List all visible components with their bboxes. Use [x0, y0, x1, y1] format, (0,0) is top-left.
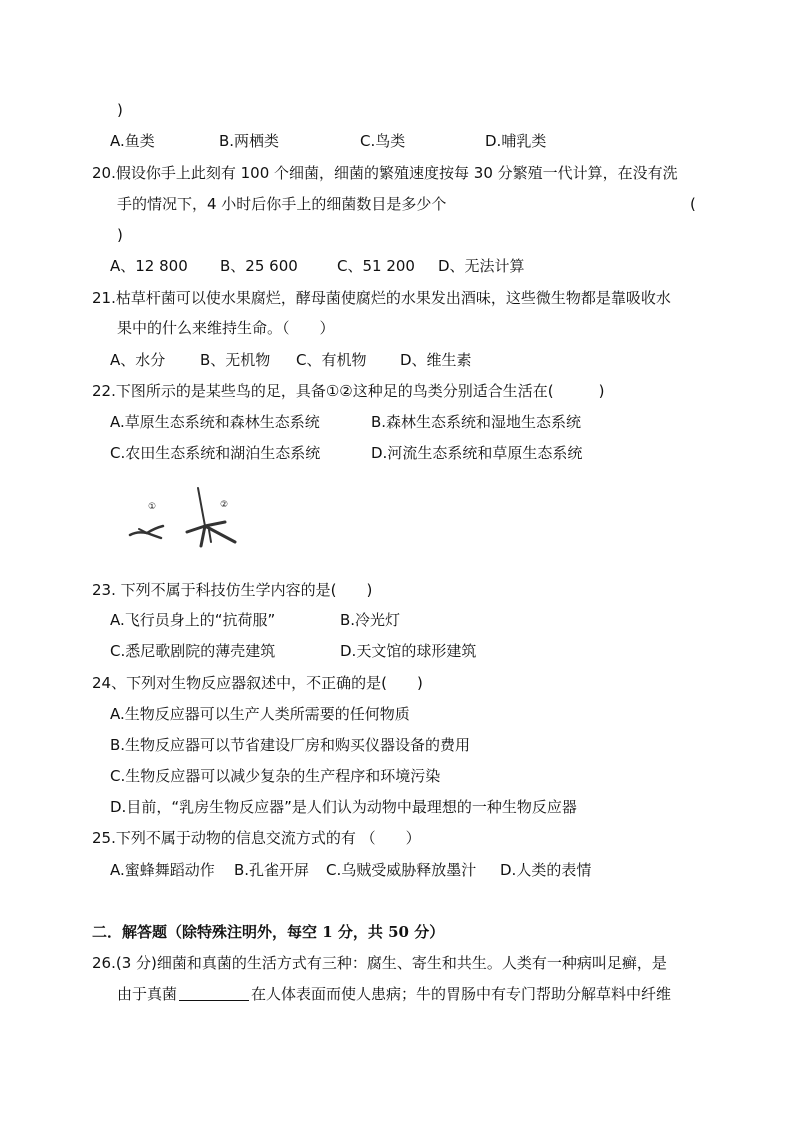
q23-stem: 23. 下列不属于科技仿生学内容的是( )	[92, 581, 373, 599]
q26-answer-blank[interactable]	[179, 984, 249, 1001]
q24-option-a: A.生物反应器可以生产人类所需要的任何物质	[110, 705, 410, 723]
figure-label-2: ②	[220, 500, 229, 510]
q19-option-d: D.哺乳类	[485, 132, 547, 150]
q20-stem-line1: 20.假设你手上此刻有 100 个细菌，细菌的繁殖速度按每 30 分繁殖一代计算，在没有洗	[92, 164, 678, 182]
q22-option-a: A.草原生态系统和森林生态系统	[110, 413, 320, 431]
q20-option-d: D、无法计算	[438, 257, 525, 275]
q24-option-c: C.生物反应器可以减少复杂的生产程序和环境污染	[110, 767, 441, 785]
q20-option-a: A、12 800	[110, 257, 188, 275]
q25-option-b: B.孔雀开屏	[234, 861, 310, 879]
q22-option-c: C.农田生态系统和湖泊生态系统	[110, 444, 321, 462]
q19-option-c: C.鸟类	[360, 132, 406, 150]
q26-text-after-blank: 在人体表面而使人患病；牛的胃肠中有专门帮助分解草料中纤维	[251, 985, 672, 1003]
q21-stem-line1: 21.枯草杆菌可以使水果腐烂，酵母菌使腐烂的水果发出酒味，这些微生物都是靠吸收水	[92, 289, 671, 307]
q25-option-a: A.蜜蜂舞蹈动作	[110, 861, 215, 879]
bird-feet-figure	[125, 482, 245, 552]
q19-option-a: A.鱼类	[110, 132, 155, 150]
q22-stem: 22.下图所示的是某些鸟的足，具备①②这种足的鸟类分别适合生活在( )	[92, 382, 605, 400]
q26-text-before-blank: 由于真菌	[117, 985, 178, 1003]
q23-option-d: D.天文馆的球形建筑	[340, 642, 477, 660]
q24-option-b: B.生物反应器可以节省建设厂房和购买仪器设备的费用	[110, 736, 471, 754]
q21-option-c: C、有机物	[296, 351, 367, 369]
q20-paren-open: (	[690, 195, 696, 213]
q26-stem-line2	[117, 984, 671, 1004]
figure-label-1: ①	[148, 502, 157, 512]
q21-option-d: D、维生素	[400, 351, 472, 369]
q19-paren-close: )	[117, 101, 123, 119]
q22-option-d: D.河流生态系统和草原生态系统	[371, 444, 583, 462]
q23-option-b: B.冷光灯	[340, 611, 401, 629]
q20-stem-line2: 手的情况下，4 小时后你手上的细菌数目是多少个	[117, 195, 447, 213]
q21-stem-line2: 果中的什么来维持生命。（ ）	[117, 319, 335, 337]
q21-option-b: B、无机物	[200, 351, 271, 369]
q24-option-d: D.目前，“乳房生物反应器”是人们认为动物中最理想的一种生物反应器	[110, 798, 577, 816]
q20-option-c: C、51 200	[337, 257, 415, 275]
q21-option-a: A、水分	[110, 351, 166, 369]
foot-2-icon	[187, 488, 235, 546]
section-2-heading: 二．解答题（除特殊注明外，每空 1 分，共 50 分）	[92, 923, 445, 941]
q25-stem: 25.下列不属于动物的信息交流方式的有 （ ）	[92, 829, 421, 847]
q24-stem: 24、下列对生物反应器叙述中，不正确的是( )	[92, 674, 423, 692]
foot-1-icon	[130, 526, 163, 538]
q23-option-c: C.悉尼歌剧院的薄壳建筑	[110, 642, 276, 660]
q20-option-b: B、25 600	[220, 257, 298, 275]
q25-option-d: D.人类的表情	[500, 861, 592, 879]
q20-paren-close: )	[117, 226, 123, 244]
q19-option-b: B.两栖类	[219, 132, 280, 150]
q25-option-c: C.乌贼受威胁释放墨汁	[326, 861, 477, 879]
q26-stem-line1: 26.(3 分)细菌和真菌的生活方式有三种：腐生、寄生和共生。人类有一种病叫足癣，是	[92, 954, 667, 972]
q22-option-b: B.森林生态系统和湿地生态系统	[371, 413, 582, 431]
q23-option-a: A.飞行员身上的“抗荷服”	[110, 611, 276, 629]
